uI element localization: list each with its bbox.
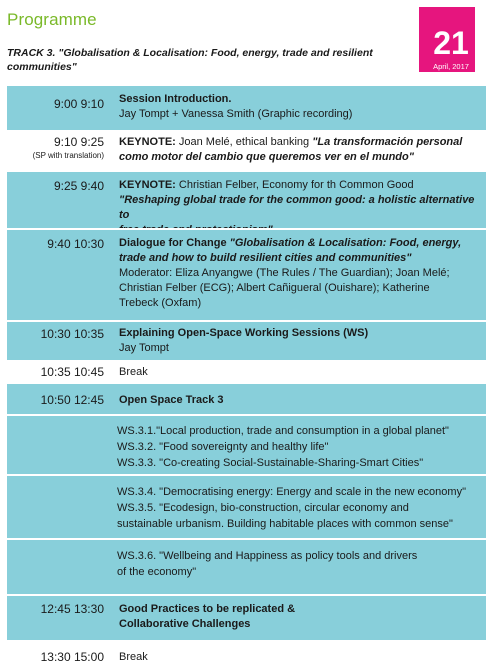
workshop-group — [7, 416, 486, 474]
session-row — [7, 360, 486, 384]
session-row — [7, 640, 486, 664]
page-title: Programme — [7, 10, 97, 29]
session-detail: Break — [119, 651, 148, 663]
session-detail: Christian Felber (ECG); Albert Cañigueral (Ouishare); Katherine — [119, 282, 430, 294]
workshop-item: WS.3.3. "Co-creating Social-Sustainable-Sharing-Smart Cities" — [117, 457, 424, 469]
session-content — [119, 365, 479, 380]
session-label: KEYNOTE: — [119, 179, 176, 191]
session-title: Open Space Track 3 — [119, 394, 224, 406]
workshop-group — [7, 476, 486, 538]
session-time: 9:10 9:25 — [53, 135, 104, 149]
session-time: 9:40 10:30 — [47, 237, 104, 251]
session-content — [119, 602, 479, 632]
workshop-item: of the economy" — [117, 566, 197, 578]
session-row — [7, 322, 486, 360]
session-row — [7, 384, 486, 414]
session-row — [7, 596, 486, 640]
session-detail: Trebeck (Oxfam) — [119, 297, 202, 309]
session-time: 13:30 15:00 — [40, 650, 104, 664]
workshop-list — [117, 423, 482, 471]
session-talk-cont: como motor del cambio que queremos ver en el mundo" — [119, 151, 414, 163]
date-badge — [419, 7, 475, 72]
session-time: 12:45 13:30 — [40, 602, 104, 616]
session-title: Explaining Open-Space Working Sessions (WS) — [119, 327, 369, 339]
session-time: 9:25 9:40 — [53, 179, 104, 193]
session-content — [119, 326, 479, 356]
workshop-item: WS.3.4. "Democratising energy: Energy and scale in the new economy" — [117, 486, 466, 498]
session-speaker: Christian Felber, Economy for th Common Good — [175, 179, 414, 191]
session-detail: Moderator: Eliza Anyangwe (The Rules / The Guardian); Joan Melé; — [119, 267, 450, 279]
session-time: 10:35 10:45 — [40, 365, 104, 379]
workshop-list — [117, 484, 482, 532]
workshop-item: WS.3.1."Local production, trade and consumption in a global planet" — [117, 425, 449, 437]
session-talk: "Reshaping global trade for the common good: a holistic alternative to — [119, 194, 475, 221]
session-detail: Jay Tompt — [119, 342, 169, 354]
session-title: Good Practices to be replicated & — [119, 603, 296, 615]
session-label: KEYNOTE: — [119, 136, 176, 148]
session-content — [119, 92, 479, 122]
session-row — [7, 172, 486, 228]
date-month: April, 2017 — [433, 62, 469, 71]
session-time: 10:50 12:45 — [40, 393, 104, 407]
session-row — [7, 132, 486, 172]
session-speaker: Joan Melé, ethical banking — [175, 136, 313, 148]
session-label: Dialogue for Change — [119, 237, 227, 249]
workshop-group — [7, 540, 486, 594]
track-title: TRACK 3. "Globalisation & Localisation: Food, energy, trade and resilient communities" — [7, 47, 373, 73]
workshop-item: WS.3.2. "Food sovereignty and healthy life" — [117, 441, 329, 453]
session-detail: Break — [119, 366, 148, 378]
session-talk-cont: trade and how to build resilient cities and communities" — [119, 252, 412, 264]
session-title: Session Introduction. — [119, 93, 232, 105]
session-content — [119, 650, 479, 665]
session-detail: Jay Tompt + Vanessa Smith (Graphic recording) — [119, 108, 353, 120]
date-day: 21 — [433, 25, 469, 61]
session-time-note: (SP with translation) — [32, 151, 104, 160]
workshop-item: WS.3.5. "Ecodesign, bio-construction, circular economy and — [117, 502, 409, 514]
session-row — [7, 86, 486, 130]
session-content — [119, 236, 479, 311]
session-row — [7, 230, 486, 320]
workshop-item: sustainable urbanism. Building habitable places with common sense" — [117, 518, 453, 530]
workshop-list — [117, 548, 482, 580]
session-title-cont: Collaborative Challenges — [119, 618, 251, 630]
session-talk: "La transformación personal — [312, 136, 463, 148]
session-talk: "Globalisation & Localisation: Food, energy, — [226, 237, 462, 249]
session-time: 9:00 9:10 — [53, 97, 104, 111]
session-time: 10:30 10:35 — [40, 327, 104, 341]
workshop-item: WS.3.6. "Wellbeing and Happiness as policy tools and drivers — [117, 550, 418, 562]
session-content — [119, 393, 479, 408]
session-content — [119, 135, 479, 165]
